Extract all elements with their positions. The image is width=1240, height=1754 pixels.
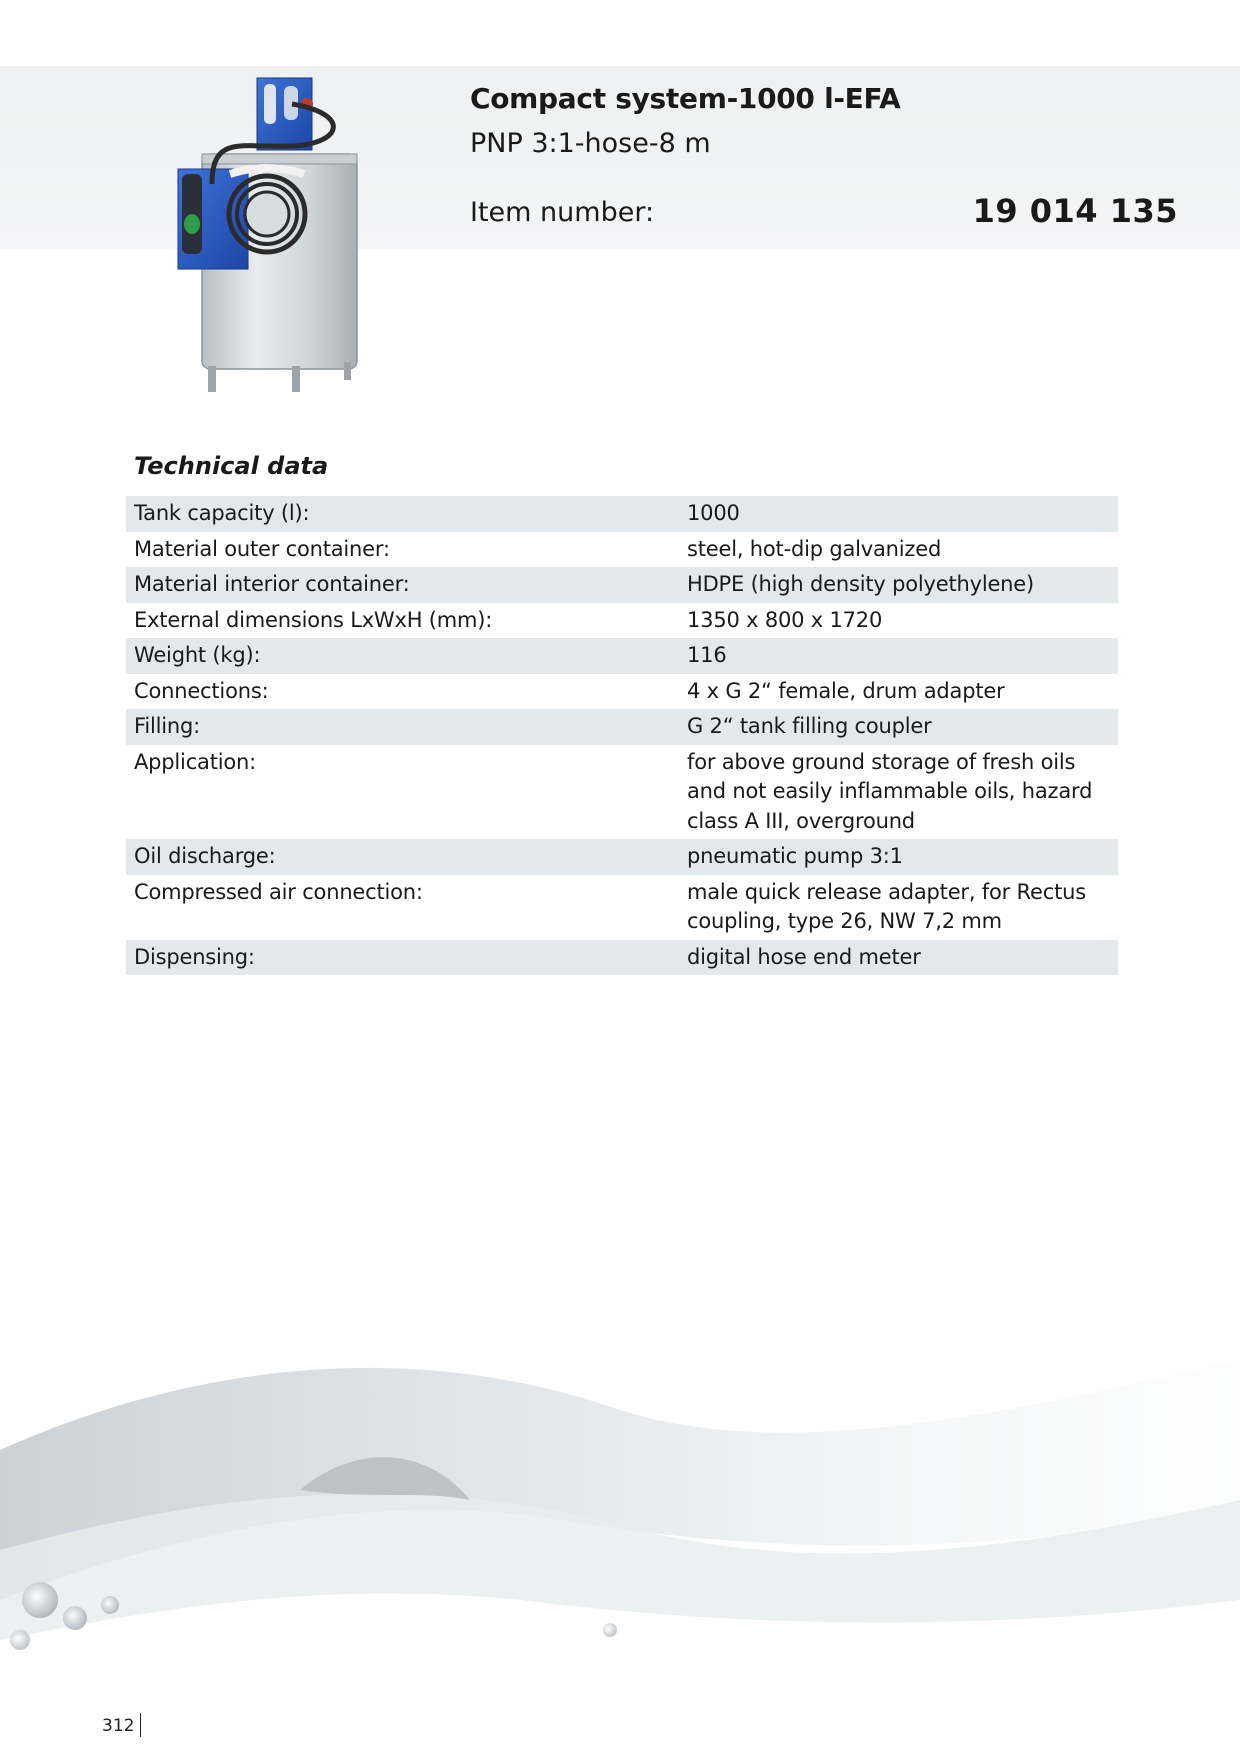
row-label: Application:	[134, 749, 257, 774]
row-label: Filling:	[126, 709, 679, 745]
row-value: pneumatic pump 3:1	[679, 839, 1118, 875]
row-label: Material interior container:	[126, 567, 679, 603]
table-row	[126, 709, 1118, 745]
page-number: 312	[102, 1716, 135, 1736]
table-row	[126, 638, 1118, 674]
table-row	[126, 603, 1118, 639]
row-value: steel, hot-dip galvanized	[687, 536, 942, 561]
row-label: Tank capacity (l):	[126, 496, 679, 532]
water-splash-decoration	[0, 1300, 1240, 1700]
row-label: Weight (kg):	[126, 638, 679, 674]
technical-data-table	[126, 496, 1118, 975]
row-label: External dimensions LxWxH (mm):	[134, 607, 493, 632]
table-row	[126, 940, 1118, 976]
product-title: Compact system-1000 l-EFA	[470, 82, 901, 115]
row-label: Oil discharge:	[126, 839, 679, 875]
row-value: digital hose end meter	[679, 940, 1118, 976]
page-number-separator	[140, 1713, 141, 1737]
product-subtitle: PNP 3:1-hose-8 m	[470, 128, 711, 159]
row-value: 1350 x 800 x 1720	[687, 607, 883, 632]
product-image	[172, 74, 372, 404]
table-row	[126, 532, 1118, 568]
table-row	[126, 745, 1118, 840]
row-value: 1000	[679, 496, 1118, 532]
row-label: Connections:	[134, 678, 269, 703]
technical-data-heading: Technical data	[134, 452, 329, 480]
row-value: male quick release adapter, for Rectus coupling, type 26, NW 7,2 mm	[687, 879, 1086, 933]
table-row	[126, 839, 1118, 875]
table-row	[126, 875, 1118, 940]
table-row	[126, 496, 1118, 532]
table-row	[126, 567, 1118, 603]
row-value: G 2“ tank filling coupler	[679, 709, 1118, 745]
row-label: Material outer container:	[134, 536, 390, 561]
row-label: Dispensing:	[126, 940, 679, 976]
row-value: for above ground storage of fresh oils and not easily inflammable oils, hazard class A III, overground	[687, 749, 1093, 833]
item-number-value: 19 014 135	[972, 192, 1178, 230]
row-label: Compressed air connection:	[134, 879, 423, 904]
row-value: HDPE (high density polyethylene)	[679, 567, 1118, 603]
row-value: 4 x G 2“ female, drum adapter	[687, 678, 1005, 703]
row-value: 116	[679, 638, 1118, 674]
table-row	[126, 674, 1118, 710]
item-number-label: Item number:	[470, 197, 655, 228]
